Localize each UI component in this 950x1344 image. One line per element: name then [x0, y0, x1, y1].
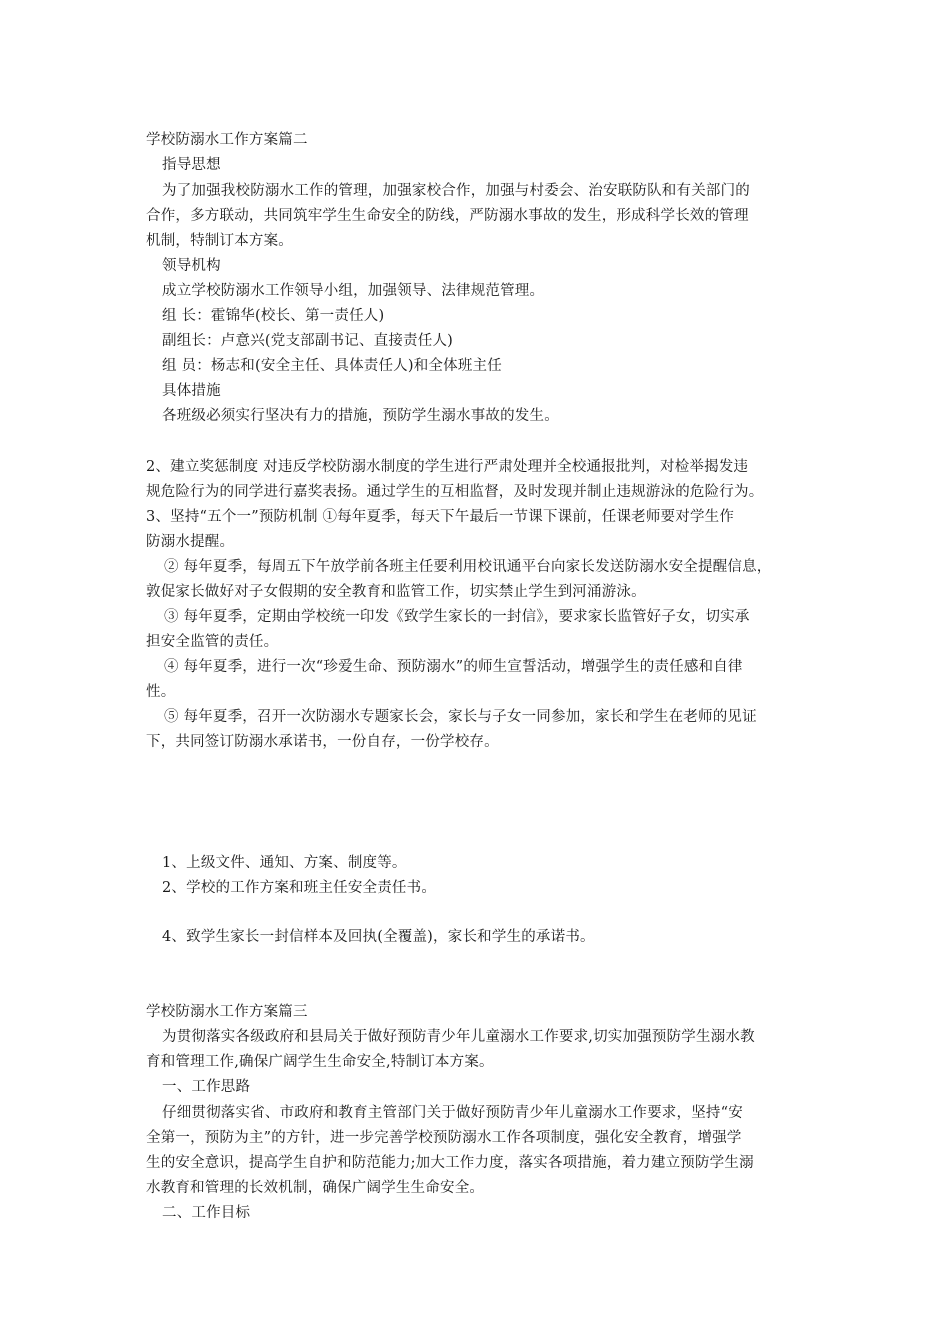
paragraph-line: 水教育和管理的长效机制，确保广阔学生生命安全。 [146, 1180, 485, 1196]
paragraph-line: 育和管理工作,确保广阔学生生命安全,特制订本方案。 [146, 1054, 494, 1070]
paragraph-line: 各班级必须实行坚决有力的措施，预防学生溺水事故的发生。 [162, 408, 559, 424]
heading-work-goals: 二、工作目标 [162, 1205, 251, 1221]
paragraph-line: 为贯彻落实各级政府和县局关于做好预防青少年儿童溺水工作要求,切实加强预防学生溺水教 [162, 1029, 755, 1045]
circle-item-3-line: 担安全监管的责任。 [146, 634, 279, 650]
measure-2-line: 规危险行为的同学进行嘉奖表扬。通过学生的互相监督，及时发现并制止违规游泳的危险行为。 [146, 484, 764, 500]
circle-item-4-line: 性。 [146, 684, 176, 700]
circle-item-2-line: 敦促家长做好对子女假期的安全教育和监管工作，切实禁止学生到河涌游泳。 [146, 584, 646, 600]
circle-item-2-line: ② 每年夏季，每周五下午放学前各班主任要利用校讯通平台向家长发送防溺水安全提醒信息， [164, 559, 772, 575]
attachment-item-4: 4、致学生家长一封信样本及回执(全覆盖)，家长和学生的承诺书。 [162, 929, 595, 945]
paragraph-line: 生的安全意识，提高学生自护和防范能力;加大工作力度，落实各项措施，着力建立预防学生溺 [146, 1155, 754, 1171]
circle-item-5-line: 下，共同签订防溺水承诺书，一份自存，一份学校存。 [146, 734, 499, 750]
paragraph-line: 成立学校防溺水工作领导小组，加强领导、法律规范管理。 [162, 283, 545, 299]
members-line: 组 员：杨志和(安全主任、具体责任人)和全体班主任 [162, 358, 502, 374]
paragraph-line: 全第一，预防为主”的方针，进一步完善学校预防溺水工作各项制度，强化安全教育，增强学 [146, 1130, 742, 1146]
circle-item-4-line: ④ 每年夏季，进行一次“珍爱生命、预防溺水”的师生宣誓活动，增强学生的责任感和自律 [164, 659, 743, 675]
paragraph-line: 合作，多方联动，共同筑牢学生生命安全的防线，严防溺水事故的发生，形成科学长效的管理 [146, 208, 749, 224]
measure-2-line: 2、建立奖惩制度 对违反学校防溺水制度的学生进行严肃处理并全校通报批判，对检举揭发违 [146, 459, 749, 475]
measure-3-line: 3、坚持“五个一”预防机制 ①每年夏季，每天下午最后一节课下课前，任课老师要对学生作 [146, 509, 735, 525]
heading-work-ideas: 一、工作思路 [162, 1079, 251, 1095]
heading-guiding-thought: 指导思想 [162, 157, 221, 173]
attachment-item-2: 2、学校的工作方案和班主任安全责任书。 [162, 880, 437, 896]
paragraph-line: 机制，特制订本方案。 [146, 233, 293, 249]
section-title-3: 学校防溺水工作方案篇三 [146, 1004, 308, 1020]
paragraph-line: 仔细贯彻落实省、市政府和教育主管部门关于做好预防青少年儿童溺水工作要求，坚持“安 [162, 1105, 743, 1121]
heading-leadership: 领导机构 [162, 258, 221, 274]
attachment-item-1: 1、上级文件、通知、方案、制度等。 [162, 855, 407, 871]
circle-item-5-line: ⑤ 每年夏季，召开一次防溺水专题家长会，家长与子女一同参加，家长和学生在老师的见证 [164, 709, 757, 725]
section-title-2: 学校防溺水工作方案篇二 [146, 132, 308, 148]
paragraph-line: 为了加强我校防溺水工作的管理，加强家校合作，加强与村委会、治安联防队和有关部门的 [162, 183, 750, 199]
leader-line: 组 长：霍锦华(校长、第一责任人) [162, 308, 385, 324]
measure-3-line: 防溺水提醒。 [146, 534, 235, 550]
circle-item-3-line: ③ 每年夏季，定期由学校统一印发《致学生家长的一封信》，要求家长监管好子女，切实承 [164, 609, 750, 625]
heading-measures: 具体措施 [162, 383, 221, 399]
deputy-leader-line: 副组长：卢意兴(党支部副书记、直接责任人) [162, 333, 454, 349]
